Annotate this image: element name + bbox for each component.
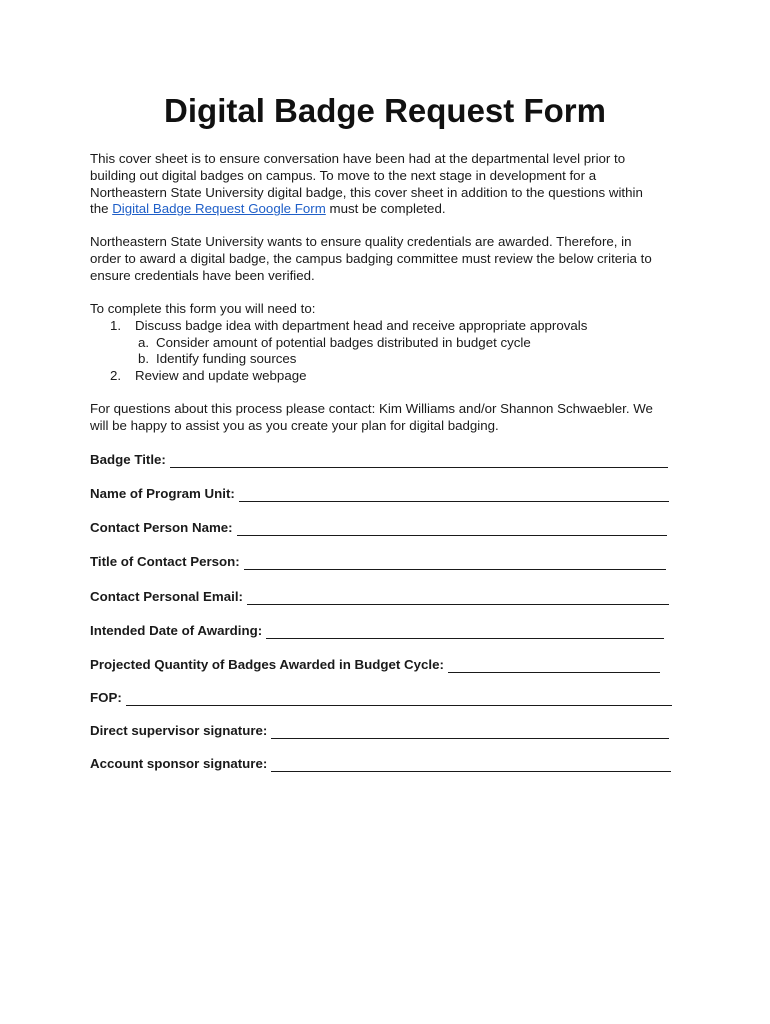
field-label: Badge Title: (90, 452, 166, 467)
contact-title-field (90, 554, 680, 570)
field-label: Account sponsor signature: (90, 756, 268, 771)
field-label: Intended Date of Awarding: (90, 623, 263, 638)
supervisor-signature-blank[interactable] (271, 726, 669, 739)
contact-email-field (90, 589, 680, 605)
list-marker: 2. (110, 368, 122, 384)
field-label: Direct supervisor signature: (90, 723, 268, 738)
sub-list-marker: a. (138, 334, 150, 350)
quality-line: order to award a digital badge, the campus badging committee must review the below criteria to (90, 250, 652, 266)
sub-list-item (90, 351, 690, 368)
field-label: Title of Contact Person: (90, 554, 240, 569)
list-marker: 1. (110, 317, 122, 333)
field-label: FOP: (90, 690, 122, 705)
sub-list-item-text: Consider amount of potential badges distributed in budget cycle (156, 334, 531, 350)
field-label: Contact Person Name: (90, 520, 233, 535)
sub-list-item-text: Identify funding sources (156, 351, 297, 367)
quality-line: ensure credentials have been verified. (90, 267, 315, 283)
contact-line: For questions about this process please contact: Kim Williams and/or Shannon Schwaebler. We (90, 401, 653, 416)
field-label: Projected Quantity of Badges Awarded in Budget Cycle: (90, 657, 444, 672)
sponsor-signature-blank[interactable] (271, 759, 671, 772)
quality-line: Northeastern State University wants to ensure quality credentials are awarded. Therefore, in (90, 234, 632, 249)
projected-quantity-field (90, 657, 680, 673)
supervisor-signature-field (90, 723, 680, 739)
intro-line (90, 201, 690, 218)
steps-section (90, 301, 690, 385)
program-unit-blank[interactable] (239, 489, 669, 502)
field-label: Name of Program Unit: (90, 486, 235, 501)
sponsor-signature-field (90, 756, 680, 772)
steps-intro: To complete this form you will need to: (90, 301, 316, 316)
fop-blank[interactable] (126, 693, 672, 706)
field-label: Contact Personal Email: (90, 589, 243, 604)
program-unit-field (90, 486, 680, 502)
contact-email-blank[interactable] (247, 592, 669, 605)
intro-line: Northeastern State University digital badge, this cover sheet in addition to the questions within (90, 184, 643, 200)
list-item-text: Review and update webpage (135, 368, 307, 384)
list-item (90, 318, 690, 335)
contact-title-blank[interactable] (244, 557, 666, 570)
contact-paragraph (90, 401, 690, 435)
page-title: Digital Badge Request Form (164, 92, 606, 129)
intro-line: building out digital badges on campus. To move to the next stage in development for a (90, 167, 597, 183)
intro-paragraph (90, 151, 690, 218)
awarding-date-field (90, 623, 680, 639)
intro-line-suffix: must be completed. (325, 201, 446, 217)
fop-field (90, 690, 680, 706)
list-item (90, 368, 690, 385)
sub-list-marker: b. (138, 351, 150, 367)
contact-person-name-blank[interactable] (237, 523, 667, 536)
sub-list-item (90, 335, 690, 352)
google-form-link[interactable]: Digital Badge Request Google Form (112, 201, 326, 217)
awarding-date-blank[interactable] (266, 626, 664, 639)
badge-title-field (90, 452, 680, 468)
projected-quantity-blank[interactable] (448, 660, 660, 673)
contact-person-name-field (90, 520, 680, 536)
quality-paragraph (90, 234, 690, 284)
intro-line-prefix: the (90, 201, 113, 217)
intro-line: This cover sheet is to ensure conversation have been had at the departmental level prior to (90, 151, 626, 166)
contact-line: will be happy to assist you as you create your plan for digital badging. (90, 417, 499, 433)
badge-title-blank[interactable] (170, 455, 668, 468)
list-item-text: Discuss badge idea with department head and receive appropriate approvals (135, 317, 588, 333)
